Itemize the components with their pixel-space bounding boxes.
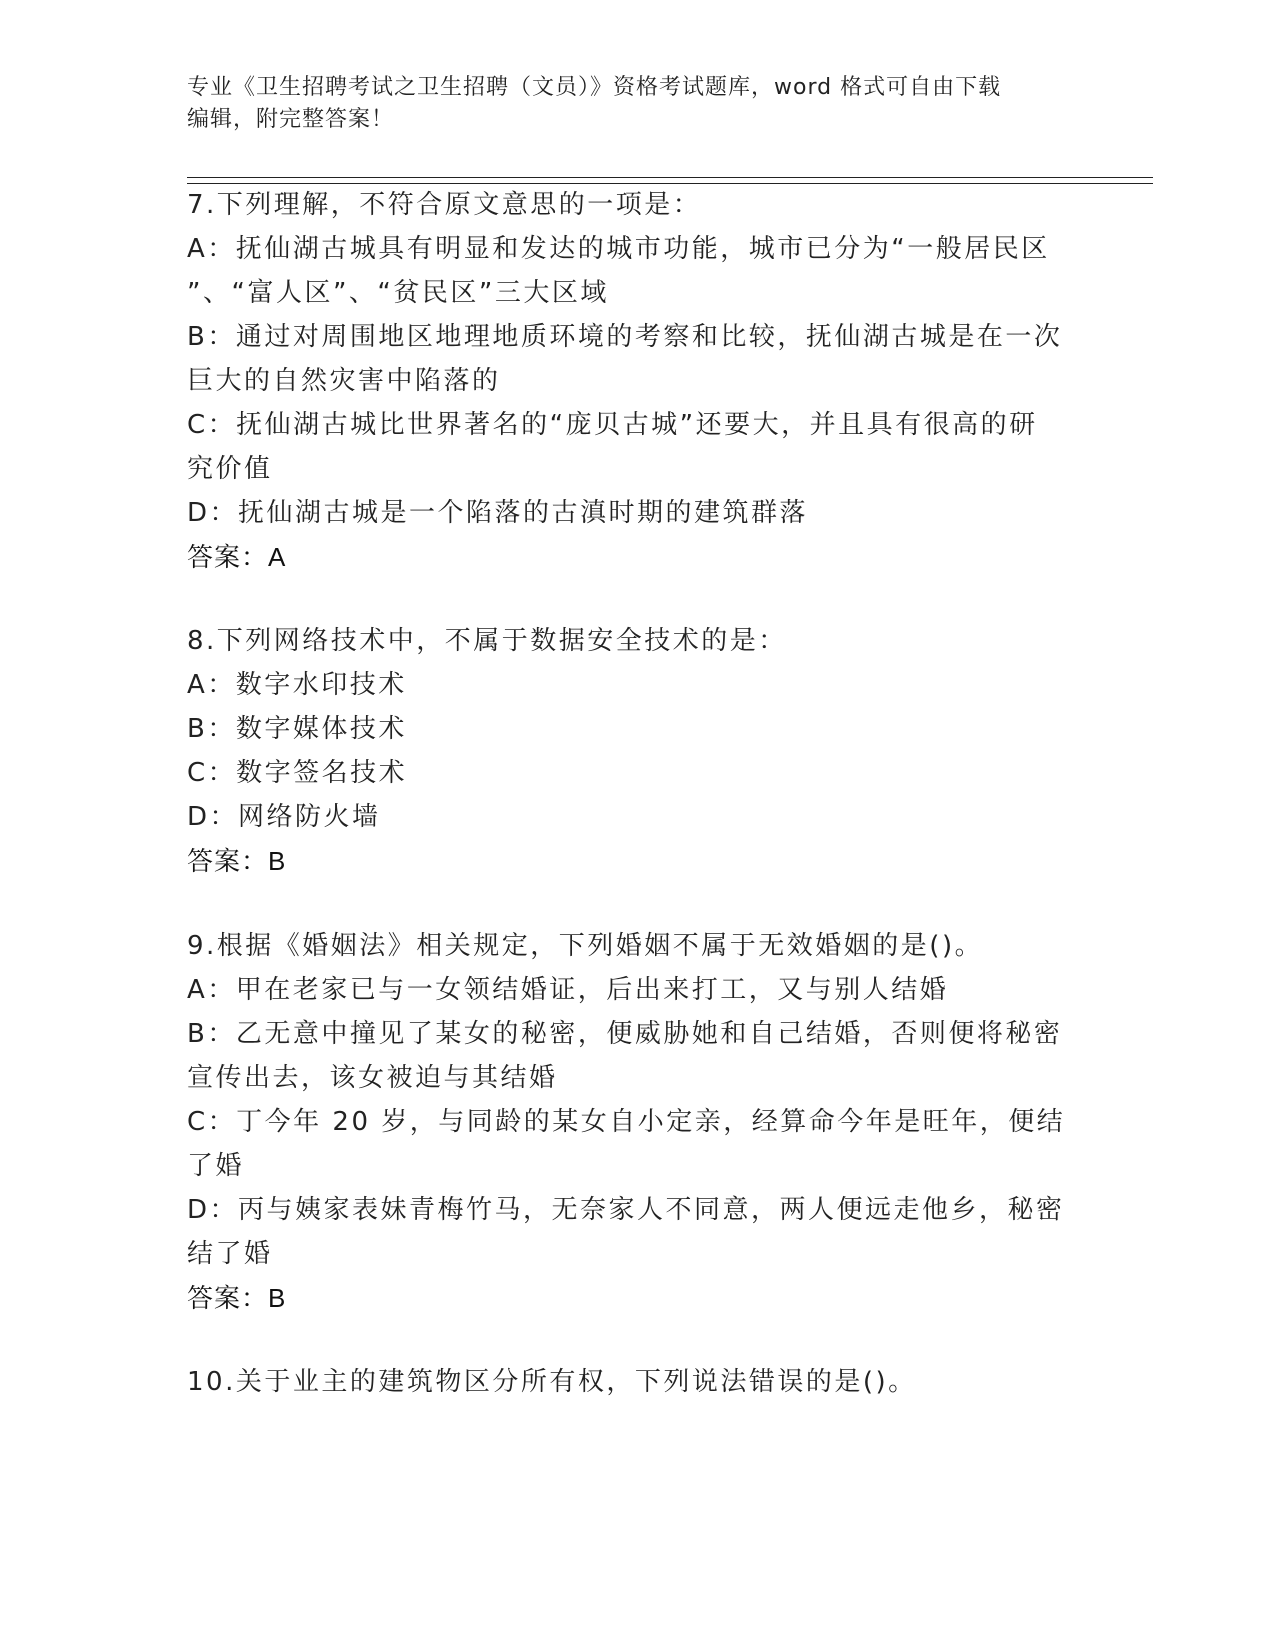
header-divider-top — [187, 177, 1153, 178]
question-9-option-d-cont: 结了婚 — [187, 1239, 273, 1269]
question-8-answer: 答案：B — [187, 846, 287, 876]
header-divider-bottom — [187, 183, 1153, 184]
question-9-option-c-cont: 了婚 — [187, 1151, 245, 1181]
question-7-option-c: C：抚仙湖古城比世界著名的“庞贝古城”还要大，并且具有很高的研 — [187, 410, 1038, 440]
document-header — [187, 72, 1067, 136]
question-8-option-c: C：数字签名技术 — [187, 758, 408, 788]
header-line-1: 专业《卫生招聘考试之卫生招聘（文员）》资格考试题库，word 格式可自由下载 — [187, 75, 1002, 100]
question-8-stem: 8.下列网络技术中，不属于数据安全技术的是： — [187, 626, 787, 656]
question-10-stem: 10.关于业主的建筑物区分所有权，下列说法错误的是()。 — [187, 1367, 917, 1397]
header-line-2: 编辑，附完整答案！ — [187, 107, 395, 132]
question-7-answer: 答案：A — [187, 542, 287, 572]
question-8-option-b: B：数字媒体技术 — [187, 714, 407, 744]
question-7-option-a-cont: ”、“富人区”、“贫民区”三大区域 — [187, 278, 609, 308]
question-7-option-b: B：通过对周围地区地理地质环境的考察和比较，抚仙湖古城是在一次 — [187, 322, 1063, 352]
question-8-option-a: A：数字水印技术 — [187, 670, 407, 700]
question-7-option-c-cont: 究价值 — [187, 454, 273, 484]
question-9-option-a: A：甲在老家已与一女领结婚证，后出来打工，又与别人结婚 — [187, 975, 949, 1005]
question-9-option-b: B：乙无意中撞见了某女的秘密，便威胁她和自己结婚，否则便将秘密 — [187, 1019, 1063, 1049]
question-9-option-c: C：丁今年 20 岁，与同龄的某女自小定亲，经算命今年是旺年，便结 — [187, 1107, 1066, 1137]
question-9-stem: 9.根据《婚姻法》相关规定，下列婚姻不属于无效婚姻的是()。 — [187, 931, 984, 961]
question-7-stem: 7.下列理解，不符合原文意思的一项是： — [187, 190, 702, 220]
question-8-option-d: D：网络防火墙 — [187, 802, 381, 832]
question-9-option-d: D：丙与姨家表妹青梅竹马，无奈家人不同意，两人便远走他乡，秘密 — [187, 1195, 1065, 1225]
question-7-option-b-cont: 巨大的自然灾害中陷落的 — [187, 366, 501, 396]
question-7-option-a: A：抚仙湖古城具有明显和发达的城市功能，城市已分为“一般居民区 — [187, 234, 1050, 264]
question-9-answer: 答案：B — [187, 1283, 287, 1313]
question-9-option-b-cont: 宣传出去，该女被迫与其结婚 — [187, 1063, 558, 1093]
question-7-option-d: D：抚仙湖古城是一个陷落的古滇时期的建筑群落 — [187, 498, 809, 528]
